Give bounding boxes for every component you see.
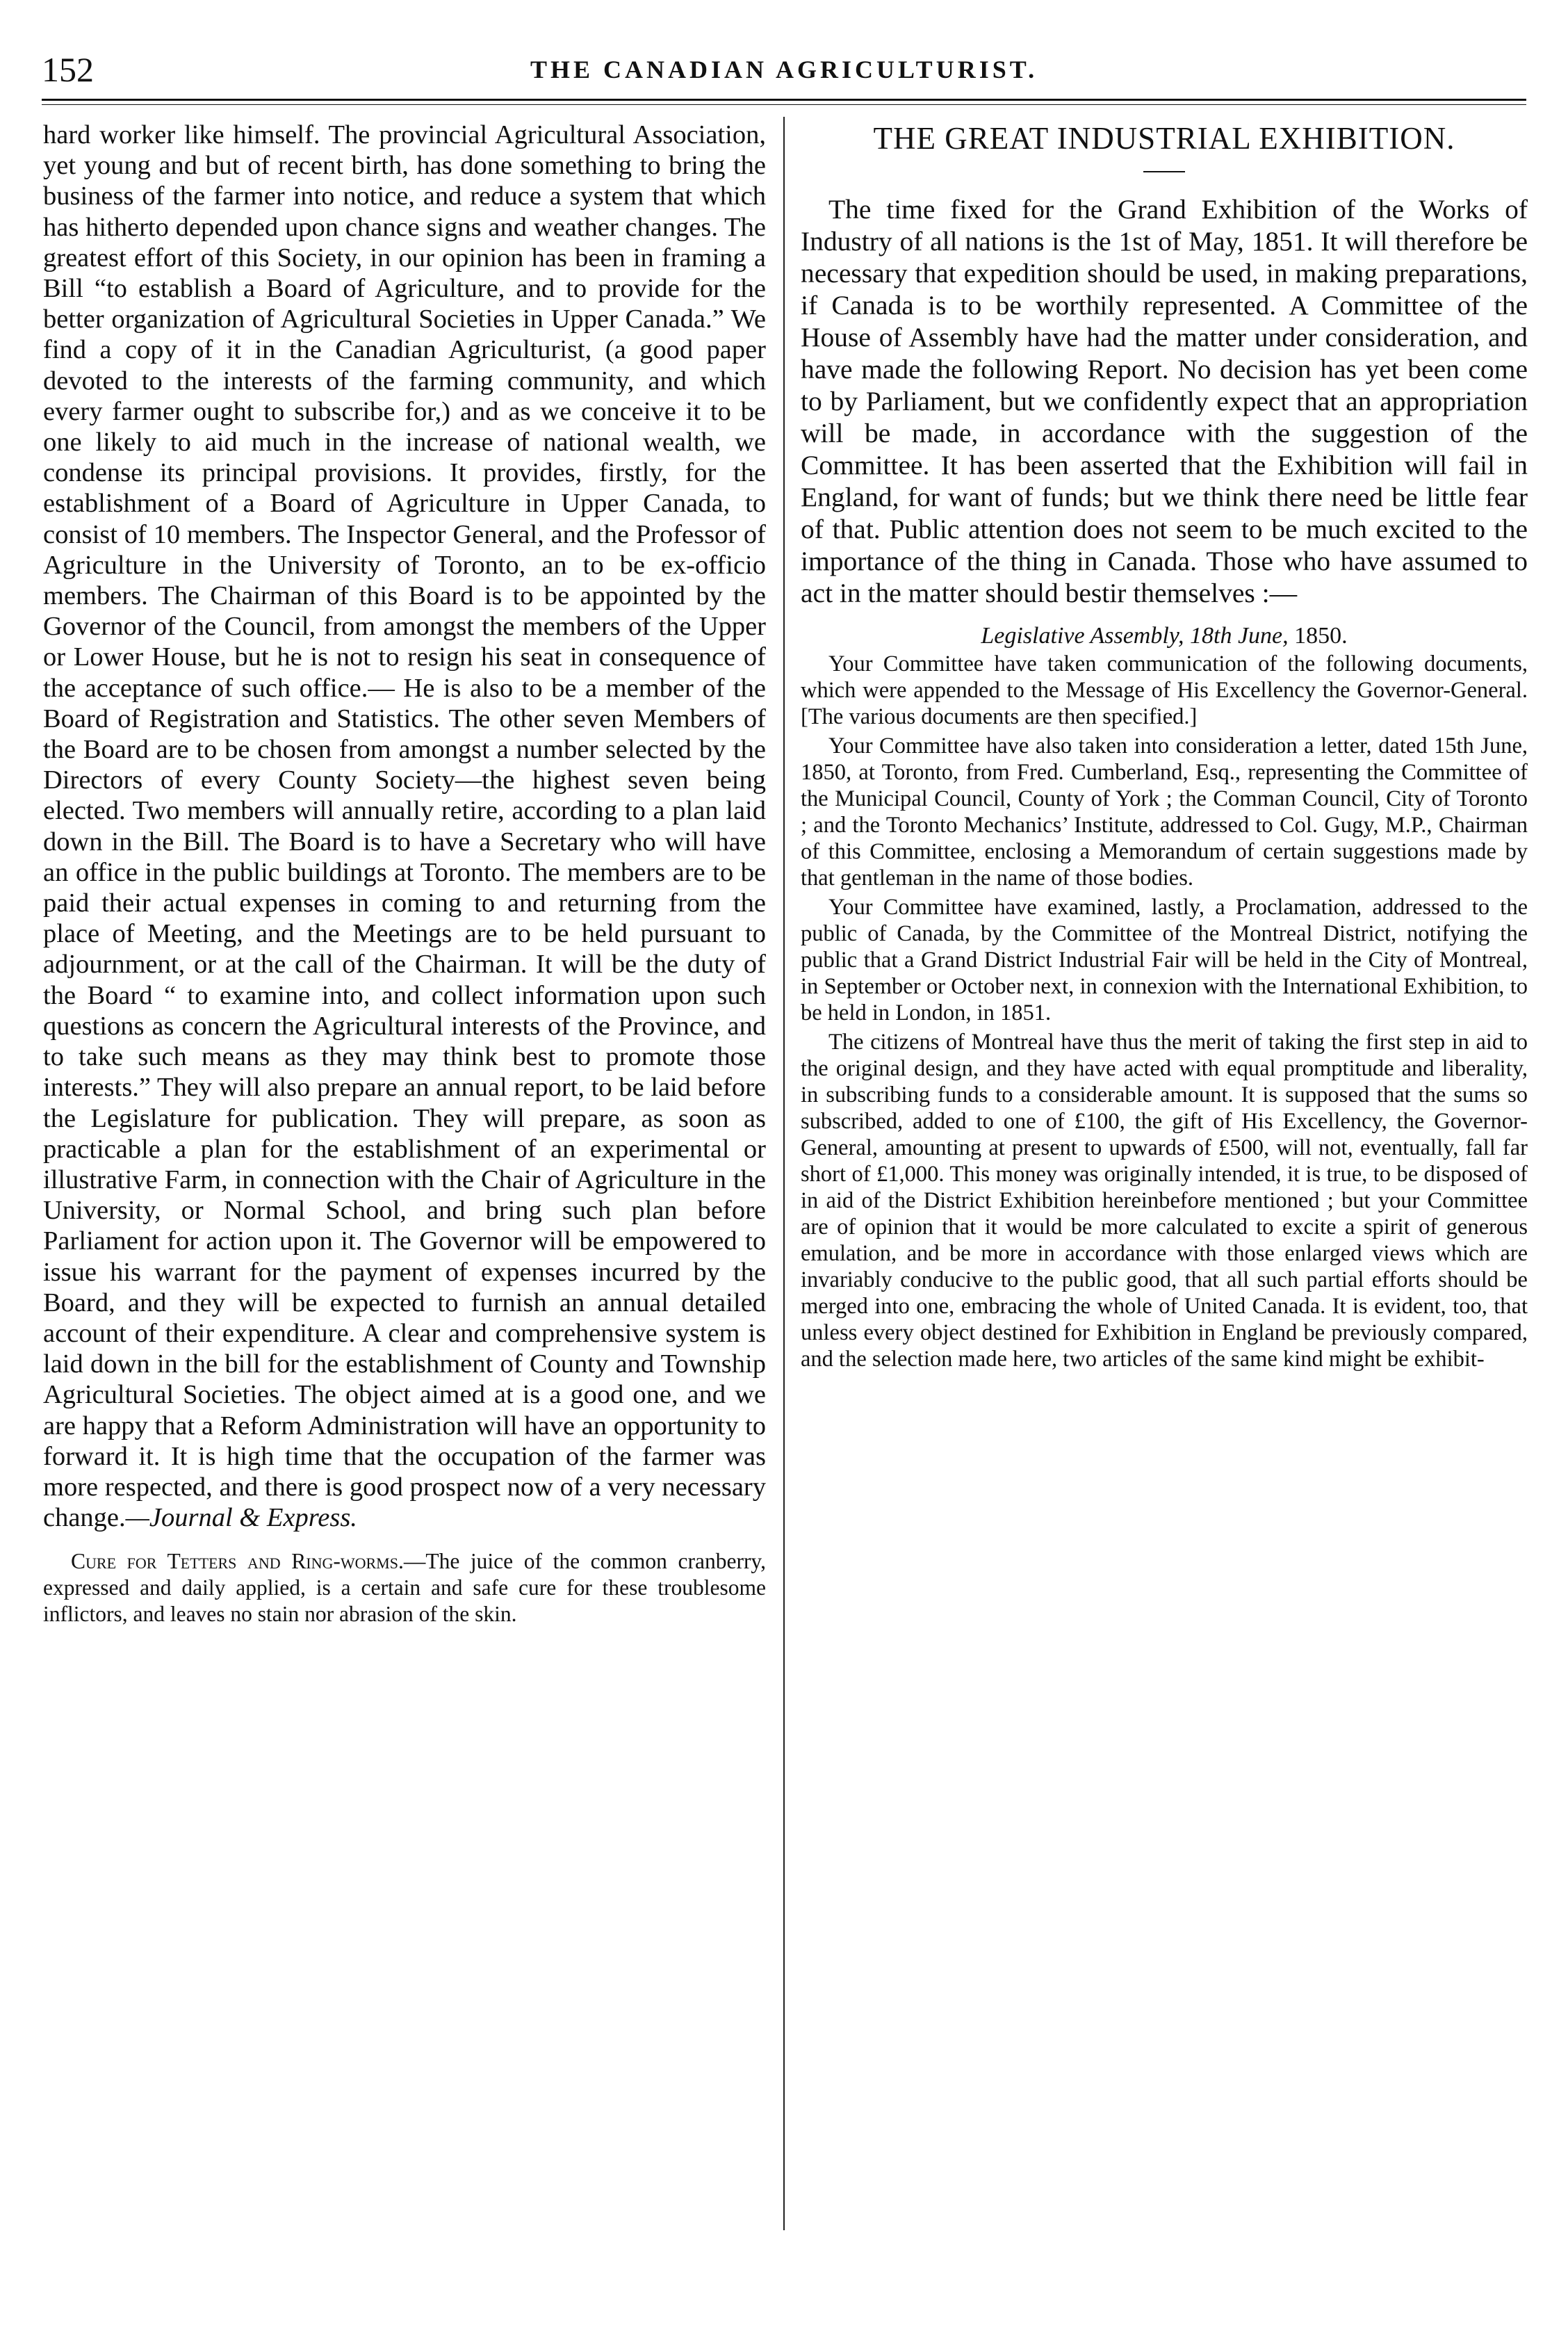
report-paragraph: Your Committee have examined, lastly, a Proclamation, addressed to the public of Canada, by the Committee of the Montreal District, notifying the public that a Grand District Industrial Fair will be held in the City of Montreal, in September or October next, in connexion with the International Exhibition, to be held in London, in 1851.	[801, 895, 1528, 1025]
note-title: Cure for Tetters and Ring-worms.	[71, 1549, 404, 1574]
report-paragraph: Your Committee have taken communication of the following documents, which were appended to the Message of His Excellency the Governor-General. [The various documents are then specified.]	[801, 651, 1528, 729]
note-text: —The juice of the common cranberry, expressed and daily applied, is a certain and safe cure for these troublesome inflictors, and leaves no stain nor abrasion of the skin.	[43, 1549, 767, 1627]
header-rule	[42, 99, 1526, 101]
left-column	[43, 120, 766, 1650]
cranberry-remedy-note	[43, 1548, 766, 1627]
dateline	[801, 622, 1528, 651]
running-title: THE CANADIAN AGRICULTURIST.	[530, 56, 1038, 83]
page-number: 152	[42, 50, 94, 89]
title-dash	[1143, 171, 1185, 172]
intro-paragraph: The time fixed for the Grand Exhibition of the Works of Industry of all nations is the 1st of May, 1851. It will therefore be necessary that expedition should be used, in making preparations, if Canada is to be worthily represented. A Committee of the House of Assembly have had the matter under consideration, and have made the following Report. No decision has yet been come to by Parliament, but we confidently expect that an appropriation will be made, in accordance with the suggestion of the Committee. It has been asserted that the Exhibition will fail in England, for want of funds; but we think there need be little fear of that. Public attention does not seem to be much excited to the importance of the thing in Canada. Those who have assumed to act in the matter should bestir themselves :—	[801, 194, 1528, 608]
right-column	[801, 120, 1528, 1372]
report-paragraph: Your Committee have also taken into consideration a letter, dated 15th June, 1850, at Toronto, from Fred. Cumberland, Esq., representing the Committee of the Municipal Council, County of York ; the Comman Council, City of Toronto ; and the Toronto Mechanics’ Institute, addressed to Col. Gugy, M.P., Chairman of this Committee, enclosing a Memorandum of certain suggestions made by that gentleman in the name of those bodies.	[801, 733, 1528, 891]
article-attribution: —Journal & Express.	[125, 1503, 357, 1533]
report-paragraph: The citizens of Montreal have thus the merit of taking the first step in aid to the original design, and they have acted with equal promptitude and liberality, in subscribing funds to a considerable amount. It is supposed that the sums so subscribed, added to one of £100, the gift of His Excellency, the Governor-General, amounting at present to upwards of £500, will not, eventually, fall far short of £1,000. This money was originally intended, it is true, to be disposed of in aid of the District Exhibition hereinbefore mentioned ; but your Committee are of opinion that it would be more calculated to excite a spirit of generous emulation, and be more in accordance with those enlarged views which are invariably conducive to the public good, that all such partial efforts should be merged into one, embracing the whole of United Canada. It is evident, too, that unless every object destined for Exhibition in England be previously compared, and the selection made here, two articles of the same kind might be exhibit-	[801, 1030, 1528, 1372]
agriculture-bill-article	[43, 120, 766, 1533]
column-divider	[783, 117, 785, 2230]
header-rule-thin	[42, 104, 1526, 105]
dateline-italic: Legislative Assembly, 18th June,	[981, 623, 1289, 649]
dateline-year: 1850.	[1294, 623, 1348, 649]
article-title: THE GREAT INDUSTRIAL EXHIBITION.	[873, 121, 1455, 156]
page-header	[42, 49, 1526, 97]
agriculture-bill-text: hard worker like himself. The provincial Agricultural Association, yet young and but of recent birth, has done something to bring the business of the farmer into notice, and reduce a system that which has hitherto depended upon chance signs and weather changes. The greatest effort of this Society, in our opinion has been in framing a Bill “to establish a Board of Agriculture, and to provide for the better organization of Agricultural Societies in Upper Canada.” We find a copy of it in the Canadian Agriculturist, (a good paper devoted to the interests of the farming community, and which every farmer ought to subscribe for,) and as we conceive it to be one likely to aid much in the increase of national wealth, we condense its principal provisions. It provides, firstly, for the establishment of a Board of Agriculture in Upper Canada, to consist of 10 members. The Inspector General, and the Professor of Agriculture in the University of Toronto, an to be ex-officio members. The Chairman of this Board is to be appointed by the Governor of the Council, from amongst the members of the Upper or Lower House, but he is not to resign his seat in consequence of the acceptance of such office.— He is also to be a member of the Board of Registration and Statistics. The other seven Members of the Board are to be chosen from amongst a number selected by the Directors of every County Society—the highest seven being elected. Two members will annually retire, according to a plan laid down in the Bill. The Board is to have a Secretary who will have an office in the public buildings at Toronto. The members are to be paid their actual expenses in coming to and returning from the place of Meeting, and the Meetings are to be held pursuant to adjournment, or at the call of the Chairman. It will be the duty of the Board “ to examine into, and collect information upon such questions as concern the Agricultural interests of the Province, and to take such means as they may think best to promote those interests.” They will also prepare an annual report, to be laid before the Legislature for publication. They will prepare, as soon as practicable a plan for the establishment of an experimental or illustrative Farm, in connection with the Chair of Agriculture in the University, or Normal School, and bring such plan before Parliament for action upon it. The Governor will be empowered to issue his warrant for the payment of expenses incurred by the Board, and they will be expected to furnish an annual detailed account of their expenditure. A clear and comprehensive system is laid down in the bill for the establishment of County and Township Agricultural Societies. The object aimed at is a good one, and we are happy that a Reform Administration will have an opportunity to forward it. It is high time that the occupation of the farmer was more respected, and there is good prospect now of a very necessary change.	[43, 120, 766, 1533]
